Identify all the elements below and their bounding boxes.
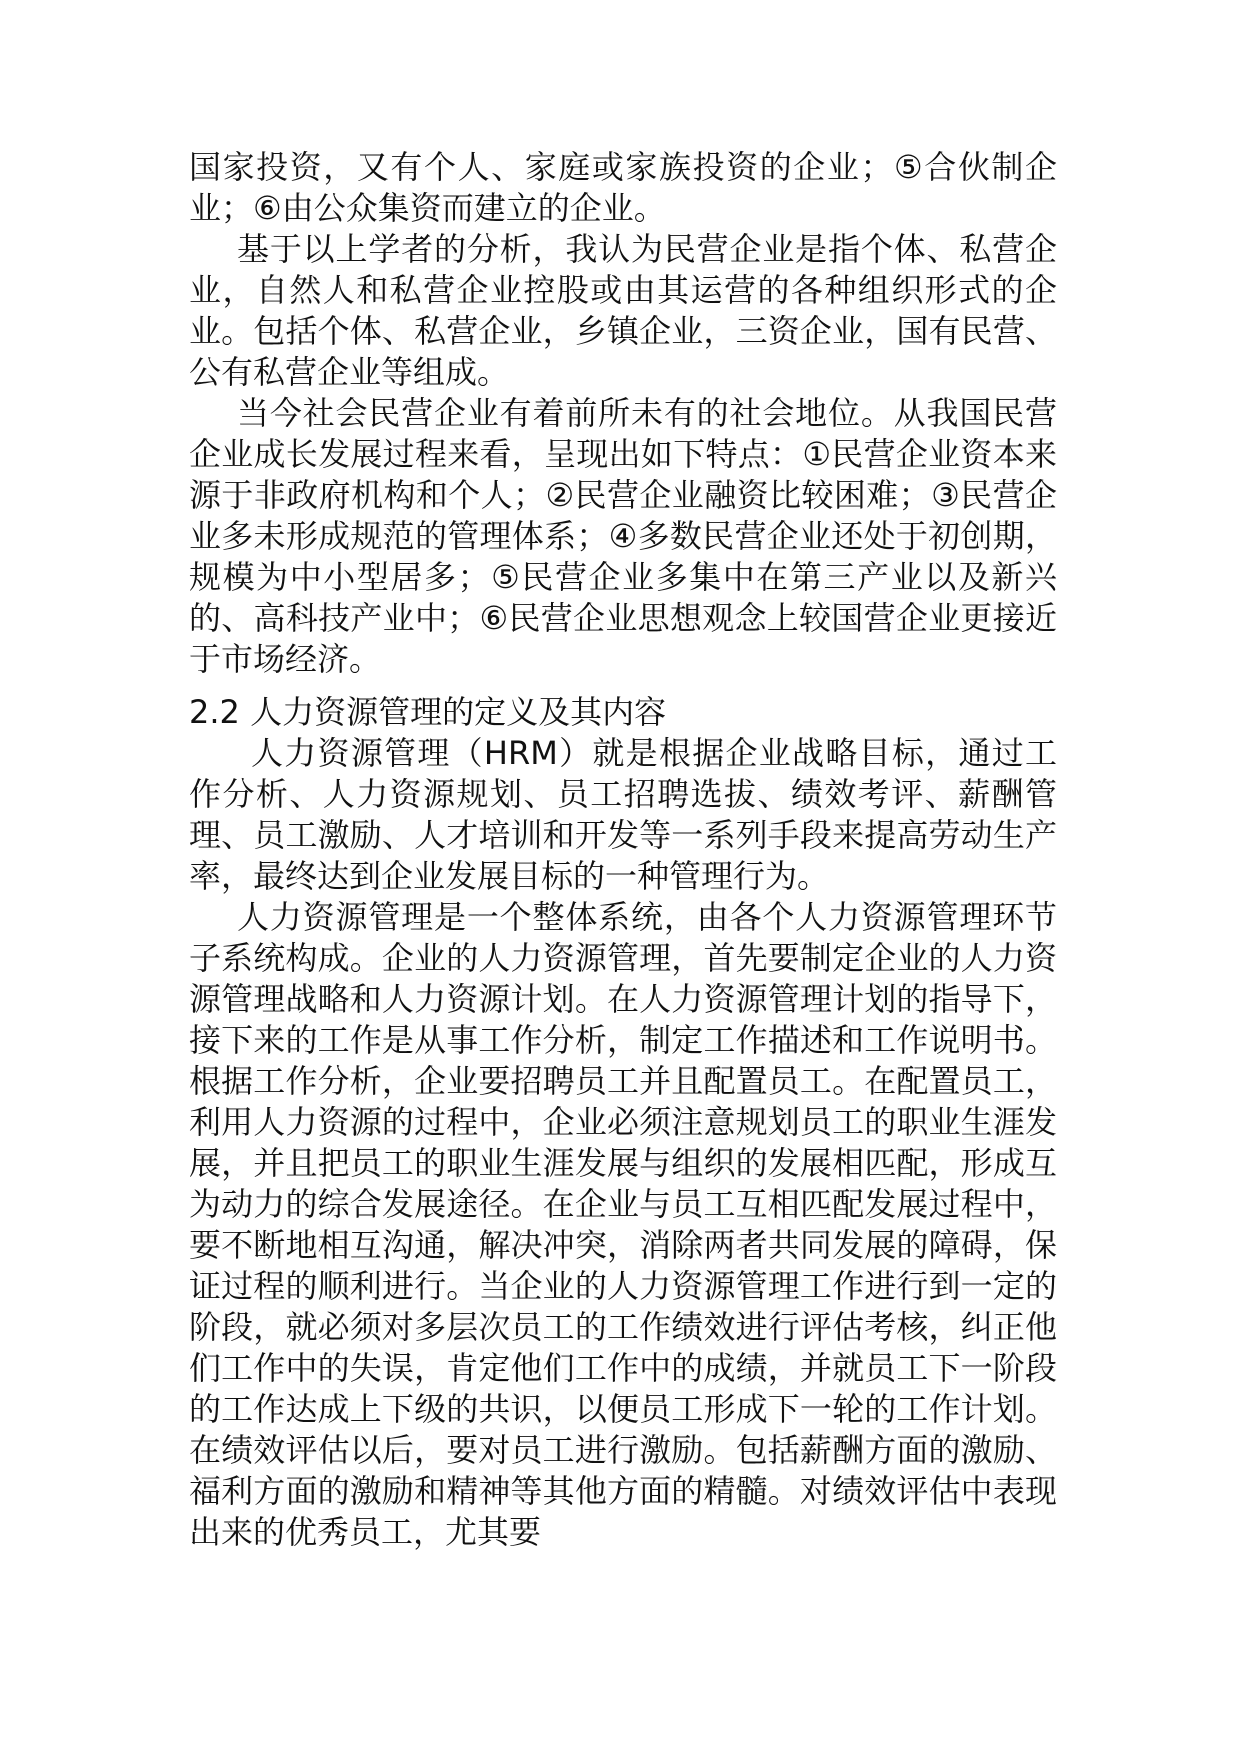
document-body <box>189 147 1057 1553</box>
paragraph-continued: 国家投资，又有个人、家庭或家族投资的企业；⑤合伙制企业；⑥由公众集资而建立的企业。 <box>189 148 1057 227</box>
paragraph-private-enterprise-characteristics: 当今社会民营企业有着前所未有的社会地位。从我国民营企业成长发展过程来看，呈现出如下特点：①民营企业资本来源于非政府机构和个人；②民营企业融资比较困难；③民营企业多未形成规范的管理体系；④多数民营企业还处于初创期，规模为中小型居多；⑤民营企业多集中在第三产业以及新兴的、高科技产业中；⑥民营企业思想观念上较国营企业更接近于市场经济。 <box>189 394 1057 678</box>
section-heading: 2.2 人力资源管理的定义及其内容 <box>189 693 667 731</box>
paragraph-hrm-definition: 人力资源管理（HRM）就是根据企业战略目标，通过工作分析、人力资源规划、员工招聘选拔、绩效考评、薪酬管理、员工激励、人才培训和开发等一系列手段来提高劳动生产率，最终达到企业发展目标的一种管理行为。 <box>189 734 1057 895</box>
paragraph-private-enterprise-definition: 基于以上学者的分析，我认为民营企业是指个体、私营企业，自然人和私营企业控股或由其运营的各种组织形式的企业。包括个体、私营企业，乡镇企业，三资企业，国有民营、公有私营企业等组成。 <box>189 230 1057 391</box>
paragraph-hrm-system: 人力资源管理是一个整体系统，由各个人力资源管理环节子系统构成。企业的人力资源管理，首先要制定企业的人力资源管理战略和人力资源计划。在人力资源管理计划的指导下，接下来的工作是从事工作分析，制定工作描述和工作说明书。根据工作分析，企业要招聘员工并且配置员工。在配置员工，利用人力资源的过程中，企业必须注意规划员工的职业生涯发展，并且把员工的职业生涯发展与组织的发展相匹配，形成互为动力的综合发展途径。在企业与员工互相匹配发展过程中，要不断地相互沟通，解决冲突，消除两者共同发展的障碍，保证过程的顺利进行。当企业的人力资源管理工作进行到一定的阶段，就必须对多层次员工的工作绩效进行评估考核，纠正他们工作中的失误，肯定他们工作中的成绩，并就员工下一阶段的工作达成上下级的共识，以便员工形成下一轮的工作计划。在绩效评估以后，要对员工进行激励。包括薪酬方面的激励、福利方面的激励和精神等其他方面的精髓。对绩效评估中表现出来的优秀员工，尤其要 <box>189 898 1057 1551</box>
